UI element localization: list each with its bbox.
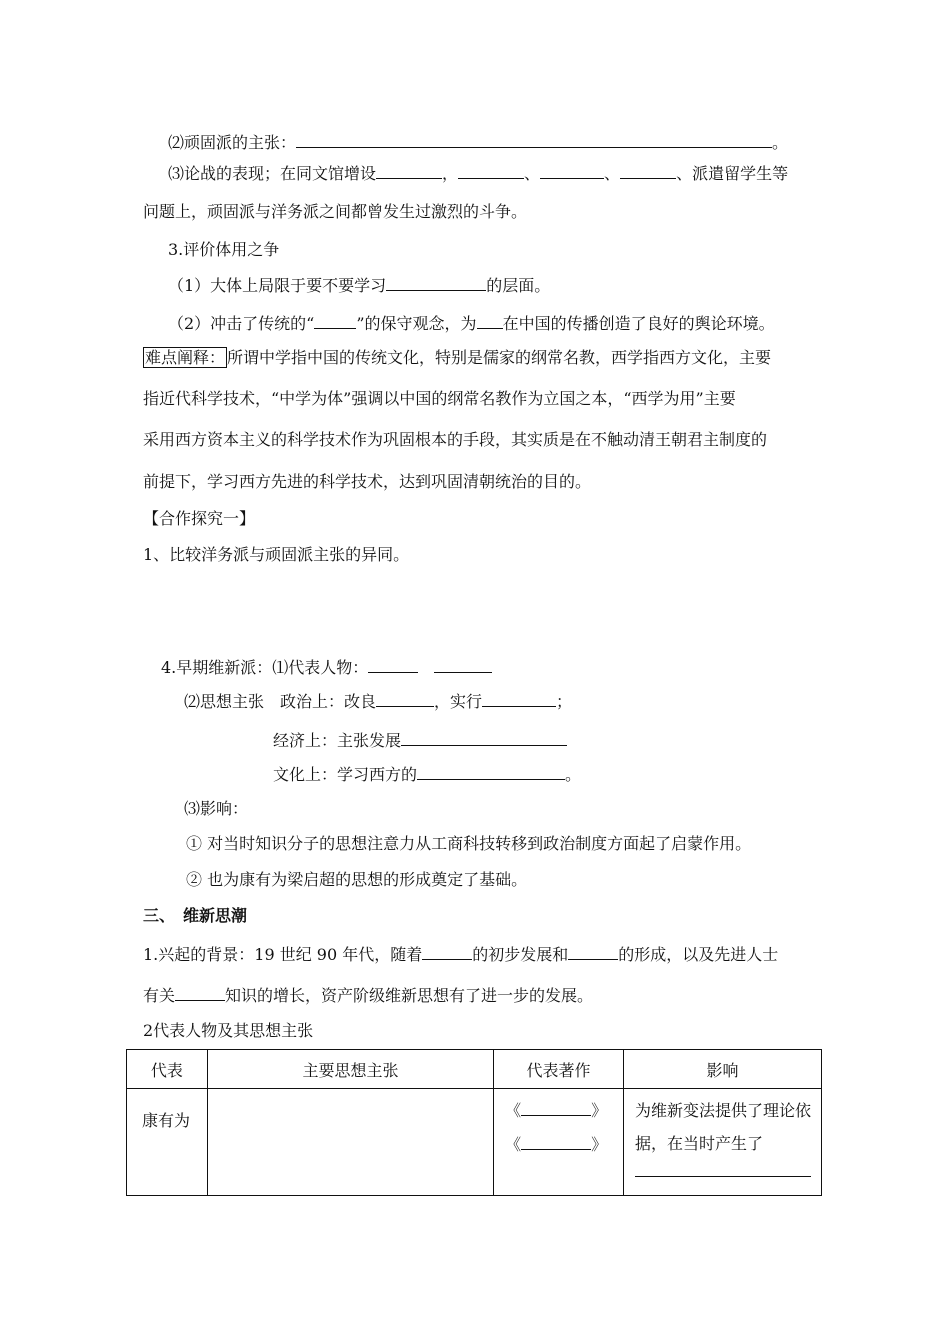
impact-blank-wrap — [625, 1160, 820, 1181]
background-text-a: 1.兴起的背景：19 世纪 90 年代，随着 — [143, 945, 423, 964]
punctuation: 。 — [772, 133, 789, 152]
table-cell-name — [127, 1089, 208, 1196]
answer-blank[interactable] — [386, 274, 486, 291]
thought-politics-mid: ，实行 — [434, 692, 483, 711]
background-line1 — [143, 943, 778, 966]
table-title: 2代表人物及其思想主张 — [143, 1021, 314, 1040]
bracket-open: 《 — [505, 1135, 522, 1154]
section3-item2-suffix: 在中国的传播创造了良好的舆论环境。 — [502, 314, 775, 333]
difficulty-line2: 指近代科学技术，“中学为体”强调以中国的纲常名教作为立国之本，“西学为用”主要 — [143, 389, 736, 408]
section4-title-text: 4.早期维新派：⑴代表人物： — [161, 658, 369, 677]
section3-item1-suffix: 的层面。 — [486, 276, 551, 295]
work-entry — [505, 1128, 622, 1162]
thought-economy — [273, 729, 567, 752]
answer-blank[interactable] — [482, 690, 556, 707]
thought-politics-text: ⑵思想主张 政治上：改良 — [184, 692, 377, 711]
section4-title — [161, 656, 492, 679]
answer-blank[interactable] — [376, 162, 442, 179]
impact-item1: ① 对当时知识分子的思想注意力从工商科技转移到政治制度方面起了启蒙作用。 — [186, 834, 752, 853]
punctuation: 、 — [524, 164, 541, 183]
answer-blank[interactable] — [296, 131, 772, 148]
difficulty-line3: 采用西方资本主义的科学技术作为巩固根本的手段，其实质是在不触动清王朝君主制度的 — [143, 430, 768, 449]
section3-item2-mid: ”的保守观念，为 — [356, 314, 477, 333]
answer-blank[interactable] — [376, 690, 434, 707]
difficulty-text: 所谓中学指中国的传统文化，特别是儒家的纲常名教，西学指西方文化，主要 — [227, 348, 772, 367]
table-header-cell: 代表 — [127, 1050, 208, 1089]
answer-blank[interactable] — [175, 984, 225, 1001]
debate-suffix: 、派遣留学生等 — [676, 164, 789, 183]
bracket-close: 》 — [591, 1135, 608, 1154]
bracket-open: 《 — [505, 1101, 522, 1120]
section3-title: 3.评价体用之争 — [168, 240, 280, 259]
representative-name: 康有为 — [142, 1111, 191, 1130]
impact-text: 为维新变法提供了理论依据，在当时产生了 — [634, 1101, 811, 1153]
answer-blank[interactable] — [458, 162, 524, 179]
table-row — [127, 1089, 822, 1196]
background-text-b: 的初步发展和 — [472, 945, 569, 964]
thought-politics — [184, 690, 572, 713]
thought-culture-text: 文化上：学习西方的 — [273, 765, 418, 784]
thought-culture — [273, 763, 581, 786]
answer-blank[interactable] — [635, 1160, 811, 1177]
answer-blank[interactable] — [422, 943, 472, 960]
background-text-d: 有关 — [143, 986, 176, 1005]
punctuation: 、 — [604, 164, 621, 183]
cooperation-question: 1、比较洋务派与顽固派主张的异同。 — [143, 545, 410, 564]
table-header-cell: 主要思想主张 — [207, 1050, 493, 1089]
answer-blank[interactable] — [477, 312, 503, 329]
background-line2 — [143, 984, 593, 1007]
answer-blank[interactable] — [540, 162, 604, 179]
difficulty-label: 难点阐释： — [145, 348, 226, 367]
debate-line — [168, 162, 788, 185]
stubborn-faction-label: ⑵顽固派的主张： — [168, 133, 297, 152]
answer-blank[interactable] — [434, 656, 492, 673]
table-cell-impact — [623, 1089, 821, 1196]
background-text-c: 的形成，以及先进人士 — [618, 945, 779, 964]
table-header-cell: 代表著作 — [494, 1050, 624, 1089]
answer-blank[interactable] — [417, 763, 565, 780]
section3-item1-text: （1）大体上局限于要不要学习 — [168, 276, 387, 295]
answer-blank[interactable] — [401, 729, 567, 746]
thought-economy-text: 经济上：主张发展 — [273, 731, 402, 750]
section3-item1 — [168, 274, 550, 297]
background-text-e: 知识的增长，资产阶级维新思想有了进一步的发展。 — [225, 986, 594, 1005]
stubborn-faction-line — [168, 131, 788, 154]
difficulty-line1 — [143, 347, 771, 369]
answer-blank[interactable] — [521, 1099, 591, 1116]
impact-item2: ② 也为康有为梁启超的思想的形成奠定了基础。 — [186, 870, 528, 889]
answer-blank[interactable] — [568, 943, 618, 960]
answer-blank[interactable] — [521, 1133, 591, 1150]
table-cell-works — [494, 1089, 624, 1196]
answer-blank[interactable] — [368, 656, 418, 673]
difficulty-line4: 前提下，学习西方先进的科学技术，达到巩固清朝统治的目的。 — [143, 472, 592, 491]
cooperation-heading: 【合作探究一】 — [143, 509, 256, 528]
table-cell-thought[interactable] — [207, 1089, 493, 1196]
answer-blank[interactable] — [620, 162, 676, 179]
punctuation: 。 — [565, 765, 582, 784]
impact-title: ⑶影响： — [184, 799, 249, 818]
works-list — [495, 1090, 622, 1162]
punctuation: ； — [556, 692, 573, 711]
debate-label: ⑶论战的表现；在同文馆增设 — [168, 164, 377, 183]
representatives-table — [126, 1049, 822, 1196]
bracket-close: 》 — [591, 1101, 608, 1120]
section3-item2 — [168, 312, 775, 335]
answer-blank[interactable] — [314, 312, 356, 329]
table-header-row — [127, 1050, 822, 1089]
part3-heading: 三、 维新思潮 — [143, 906, 248, 925]
work-entry — [505, 1094, 622, 1128]
debate-continuation: 问题上，顽固派与洋务派之间都曾发生过激烈的斗争。 — [143, 202, 528, 221]
table-header-cell: 影响 — [623, 1050, 821, 1089]
section3-item2-text: （2）冲击了传统的“ — [168, 314, 315, 333]
punctuation: ， — [442, 164, 459, 183]
